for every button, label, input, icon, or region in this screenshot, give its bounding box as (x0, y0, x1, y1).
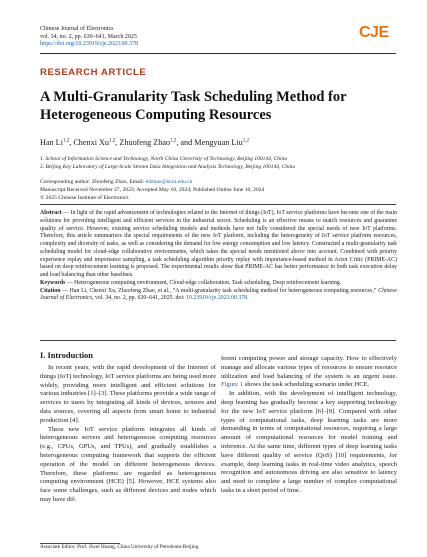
abstract-label: Abstract (40, 210, 62, 216)
copyright-notice: © 2025 Chinese Institute of Electronics (40, 195, 129, 201)
keywords-label: Keywords (40, 279, 66, 286)
abstract-top-divider (40, 204, 396, 205)
citation-journal: Chinese Journal of Electronics (40, 287, 397, 302)
affiliation-1 (40, 155, 400, 163)
journal-volume: vol. 34, no. 2, pp. 630–641, March 2025 (40, 33, 137, 40)
affiliation-1-number: 1. (40, 156, 45, 162)
keywords-paragraph (40, 280, 397, 288)
citation-end: . (247, 295, 249, 302)
corresponding-info (40, 178, 400, 202)
header-divider (40, 53, 396, 54)
abstract-text: — In light of the rapid advancement of technologies related to the Internet of things (IoT), IoT service platforms have become one of the main solutions for providing intelligent and efficient services in the industrial sector. Scheduling is an effective means to match resources and guarantee quality of service. However, existing service scheduling models and methods have not fully considered the special needs of new IoT platforms. Therefore, this article summarizes the special requirements of the new IoT platform, including the heterogeneity of IoT service platform resources, complexity and diversity of tasks, as well as considering the demand for low energy consumption and low latency. Constructed a multi-granularity task scheduling model for cloud-edge collaborative environments, which takes the special needs mentioned above into account. Combined with priority experience replay and importance sampling, a task scheduling algorithm priority replay with importance-based method in Actor Critic (PRIME-AC) based on deep reinforcement learning is proposed. The experimental results show that PRIME-AC has better performance in both task execution delay and load balancing than other baselines. (40, 210, 397, 278)
right-column (221, 355, 397, 496)
author-list: Han Li$^{1,2}$, Chenxi Xu$^{1,2}$, Zhuofeng Zhao$^{1,2}$, and Mengyuan Liu$^{1,2}$ (40, 138, 249, 147)
affiliations (40, 155, 400, 171)
left-column (40, 364, 216, 505)
citation-paragraph (40, 288, 397, 304)
manuscript-dates: Manuscript Received November 27, 2023; Accepted May 10, 2024; Published Online June 10, 2024 (40, 187, 265, 193)
intro-paragraph-3 (221, 355, 397, 390)
corresponding-email-link[interactable]: edzhao@ncut.edu.cn (145, 179, 193, 185)
figure-1-link[interactable]: Figure 1 (221, 381, 244, 389)
section-heading-introduction: I. Introduction (40, 351, 93, 360)
abstract-block (40, 210, 397, 303)
keywords-text: — Heterogeneous computing environment, Cloud-edge collaboration, Task scheduling, Deep reinforcement learning. (65, 279, 342, 286)
intro-paragraph-3-start: ferent computing power and storage capacity. How to effectively manage and allocate various types of resources to ensure resource utilization and load balancing of the system is an urgent issue. (221, 355, 397, 380)
citation-text: — Han Li, Chenxi Xu, Zhuofeng Zhao, et al., “A multi-granularity task scheduling method for heterogeneous computing resources,” (60, 287, 379, 294)
cje-logo (359, 24, 395, 42)
paper-title: A Multi-Granularity Task Scheduling Method for Heterogeneous Computing Resources (40, 89, 347, 123)
abstract-paragraph (40, 210, 397, 280)
journal-doi-link[interactable]: https://doi.org/10.23919/cje.2023.00.378 (40, 41, 139, 48)
abstract-bottom-divider (40, 340, 396, 341)
article-type-label: RESEARCH ARTICLE (40, 67, 147, 78)
author-mengyuan-liu[interactable]: Mengyuan Liu$^{1,2}$ (194, 138, 249, 147)
affiliation-2 (40, 163, 400, 171)
journal-name: Chinese Journal of Electronics (40, 26, 114, 32)
affiliation-2-text: Beijing Key Laboratory of Large-Scale Stream Data Integration and Analysis Technology, Beijing 100144, China (45, 164, 296, 170)
author-han-li[interactable]: Han Li$^{1,2}$ (40, 138, 70, 147)
cje-logo-text: CJE (359, 24, 389, 41)
citation-label: Citation (40, 287, 61, 294)
intro-paragraph-2: These new IoT service platform integrates all kinds of heterogeneous servers and heterogeneous computing resources (e.g., CPUs, GPUs, and TPUs), and gradually establishes a heterogeneous computing framework that supports the efficient operation of the model on different heterogeneous devices. Therefore, these platforms are regarded as heterogeneous computing environment (HCE) [5]. However, HCE systems also face some challenges, such as different devices and nodes which may have dif- (40, 425, 216, 503)
intro-paragraph-1: In recent years, with the rapid development of the Internet of things (IoT) technology, IoT service platforms are being used more widely, providing more intelligent and efficient solutions for various industries [1]–[3]. These platforms provide a wide range of services to users by integrating all kinds of devices, sensors and data sources, covering all aspects from smart home to industrial production [4]. (40, 364, 216, 424)
corresponding-author (40, 178, 400, 186)
citation-tail: , vol. 34, no. 2, pp. 630–641, 2025. doi: (92, 295, 187, 302)
intro-paragraph-3-end: shows the task scheduling scenario under HCE. (243, 381, 370, 389)
journal-header (40, 26, 138, 49)
affiliation-2-number: 2. (40, 164, 45, 170)
associate-editor-footnote: Associate Editor: Prof. Jiwei Huang, China University of Petroleum-Beijing. (40, 544, 200, 550)
author-chenxi-xu[interactable]: Chenxi Xu$^{1,2}$ (73, 138, 116, 147)
intro-paragraph-4: In addition, with the development of intelligent technology, deep learning has gradually become a key supporting technology for the new IoT service platform [6]–[9]. Compared with other types of computational tasks, deep learning tasks are more demanding in terms of computational resources, requiring a large amount of computational resources for model training and inference. At the same time, different types of deep learning tasks have different quality of service (QoS) [10] requirements, for example, deep learning tasks in real-time video analytics, speech recognition and autonomous driving are also sensitive to latency and need to complete a large number of complex computational tasks in a short period of time. (221, 390, 397, 494)
corresponding-author-prefix: Corresponding author: Zhuofeng Zhao, Email: (40, 179, 146, 185)
citation-doi-link[interactable]: 10.23919/cje.2023.00.378 (186, 295, 248, 302)
affiliation-1-text: School of Information Science and Technology, North China University of Technology, Beijing 100144, China (45, 156, 288, 162)
author-zhuofeng-zhao[interactable]: Zhuofeng Zhao$^{1,2}$ (119, 138, 177, 147)
